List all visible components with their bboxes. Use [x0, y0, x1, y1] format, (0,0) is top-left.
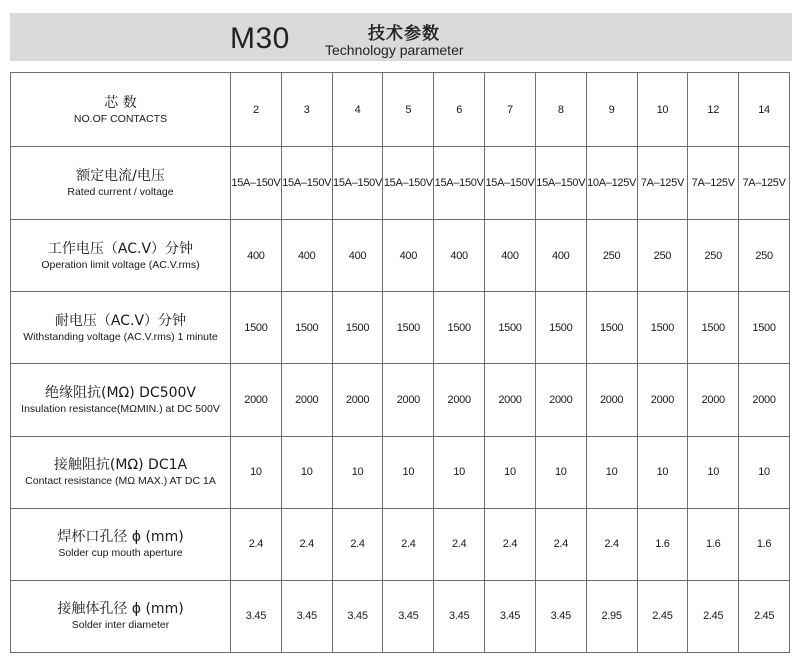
row-label-chinese: 额定电流/电压: [76, 168, 165, 185]
table-cell: 15A–150V: [535, 147, 586, 220]
table-cell: 2000: [586, 364, 637, 436]
table-cell: 3.45: [535, 580, 586, 652]
table-cell: 2.4: [434, 508, 485, 580]
table-cell: 400: [535, 220, 586, 292]
row-label-english: Operation limit voltage (AC.V.rms): [41, 258, 200, 271]
table-cell: 2.45: [637, 580, 688, 652]
table-cell: 10: [281, 436, 332, 508]
table-cell: 15A–150V: [231, 147, 282, 220]
table-cell: 2.4: [332, 508, 383, 580]
table-cell: 1500: [586, 292, 637, 364]
table-row-rated: [11, 147, 790, 220]
table-row-contacts: [11, 73, 790, 147]
row-label-cell: [11, 292, 231, 364]
table-row-withstanding: [11, 292, 790, 364]
spec-table: [10, 72, 790, 653]
table-cell: 15A–150V: [332, 147, 383, 220]
row-label-cell: [11, 73, 231, 147]
table-cell: 15A–150V: [434, 147, 485, 220]
title-english: Technology parameter: [325, 42, 464, 58]
row-label-chinese: 绝缘阻抗(MΩ) DC500V: [44, 385, 196, 402]
row-label-chinese: 焊杯口孔径 ϕ (mm): [57, 529, 184, 546]
row-label-chinese: 耐电压（AC.V）分钟: [54, 312, 187, 329]
table-cell: 15A–150V: [383, 147, 434, 220]
table-cell: 2.45: [688, 580, 739, 652]
table-cell: 2.4: [383, 508, 434, 580]
table-cell: 1500: [739, 292, 790, 364]
table-cell: 10: [688, 436, 739, 508]
table-row-solder-cup: [11, 508, 790, 580]
table-cell: 1.6: [637, 508, 688, 580]
table-cell: 400: [231, 220, 282, 292]
table-cell: 10: [535, 436, 586, 508]
table-cell: 4: [332, 73, 383, 147]
table-cell: 10: [637, 436, 688, 508]
row-label-chinese: 芯 数: [104, 94, 137, 111]
row-label-chinese: 接触体孔径 ϕ (mm): [57, 601, 184, 618]
table-cell: 3.45: [383, 580, 434, 652]
table-cell: 1.6: [739, 508, 790, 580]
table-cell: 10: [637, 73, 688, 147]
row-label-chinese: 接触阻抗(MΩ) DC1A: [53, 457, 188, 474]
table-cell: 2000: [231, 364, 282, 436]
table-cell: 250: [586, 220, 637, 292]
table-cell: 3: [281, 73, 332, 147]
table-cell: 2000: [739, 364, 790, 436]
table-cell: 2000: [281, 364, 332, 436]
table-cell: 7A–125V: [637, 147, 688, 220]
table-cell: 1500: [535, 292, 586, 364]
table-cell: 2000: [434, 364, 485, 436]
table-cell: 1500: [485, 292, 536, 364]
table-cell: 2.4: [281, 508, 332, 580]
table-cell: 1500: [383, 292, 434, 364]
row-label-chinese: 工作电压（AC.V）分钟: [47, 240, 194, 257]
table-cell: 3.45: [231, 580, 282, 652]
table-cell: 15A–150V: [281, 147, 332, 220]
table-cell: 9: [586, 73, 637, 147]
table-cell: 7A–125V: [688, 147, 739, 220]
table-cell: 1500: [637, 292, 688, 364]
row-label-cell: [11, 147, 231, 220]
table-cell: 2.4: [485, 508, 536, 580]
table-row-inter-diameter: [11, 580, 790, 652]
table-cell: 2.4: [586, 508, 637, 580]
table-cell: 400: [332, 220, 383, 292]
row-label-english: Withstanding voltage (AC.V.rms) 1 minute: [23, 330, 218, 343]
row-label-english: Solder cup mouth aperture: [58, 547, 183, 560]
table-cell: 3.45: [434, 580, 485, 652]
table-cell: 2000: [688, 364, 739, 436]
table-cell: 2.95: [586, 580, 637, 652]
table-cell: 3.45: [281, 580, 332, 652]
table-cell: 12: [688, 73, 739, 147]
table-cell: 2000: [383, 364, 434, 436]
table-cell: 7A–125V: [739, 147, 790, 220]
row-label-cell: [11, 508, 231, 580]
table-cell: 250: [688, 220, 739, 292]
table-cell: 2000: [535, 364, 586, 436]
table-row-contact-resistance: [11, 436, 790, 508]
table-cell: 1500: [332, 292, 383, 364]
table-cell: 400: [485, 220, 536, 292]
row-label-cell: [11, 220, 231, 292]
table-cell: 10: [485, 436, 536, 508]
table-cell: 1500: [231, 292, 282, 364]
table-cell: 2: [231, 73, 282, 147]
table-cell: 250: [637, 220, 688, 292]
spec-table-body: [11, 73, 790, 653]
model-name: M30: [230, 22, 290, 55]
table-cell: 10: [586, 436, 637, 508]
row-label-english: NO.OF CONTACTS: [73, 112, 168, 125]
table-cell: 1500: [281, 292, 332, 364]
row-label-cell: [11, 580, 231, 652]
table-cell: 2.4: [231, 508, 282, 580]
table-cell: 6: [434, 73, 485, 147]
table-cell: 400: [281, 220, 332, 292]
row-label-cell: [11, 364, 231, 436]
row-label-cell: [11, 436, 231, 508]
table-cell: 2000: [637, 364, 688, 436]
table-row-insulation: [11, 364, 790, 436]
table-cell: 1.6: [688, 508, 739, 580]
table-cell: 400: [383, 220, 434, 292]
table-cell: 1500: [434, 292, 485, 364]
table-cell: 250: [739, 220, 790, 292]
table-cell: 10: [739, 436, 790, 508]
title-chinese: 技术参数: [368, 24, 440, 44]
table-cell: 7: [485, 73, 536, 147]
table-cell: 10: [434, 436, 485, 508]
table-cell: 2000: [485, 364, 536, 436]
table-cell: 10A–125V: [586, 147, 637, 220]
table-cell: 14: [739, 73, 790, 147]
table-cell: 2.4: [535, 508, 586, 580]
table-cell: 400: [434, 220, 485, 292]
table-cell: 1500: [688, 292, 739, 364]
row-label-english: Solder inter diameter: [71, 619, 170, 632]
table-cell: 10: [231, 436, 282, 508]
table-cell: 3.45: [485, 580, 536, 652]
table-cell: 3.45: [332, 580, 383, 652]
table-cell: 15A–150V: [485, 147, 536, 220]
row-label-english: Insulation resistance(MΩMIN.) at DC 500V: [21, 403, 220, 416]
row-label-english: Rated current / voltage: [67, 186, 174, 199]
table-cell: 10: [383, 436, 434, 508]
table-cell: 5: [383, 73, 434, 147]
table-cell: 8: [535, 73, 586, 147]
table-cell: 2.45: [739, 580, 790, 652]
table-row-operation: [11, 220, 790, 292]
row-label-english: Contact resistance (MΩ MAX.) AT DC 1A: [25, 475, 216, 488]
table-cell: 10: [332, 436, 383, 508]
table-cell: 2000: [332, 364, 383, 436]
